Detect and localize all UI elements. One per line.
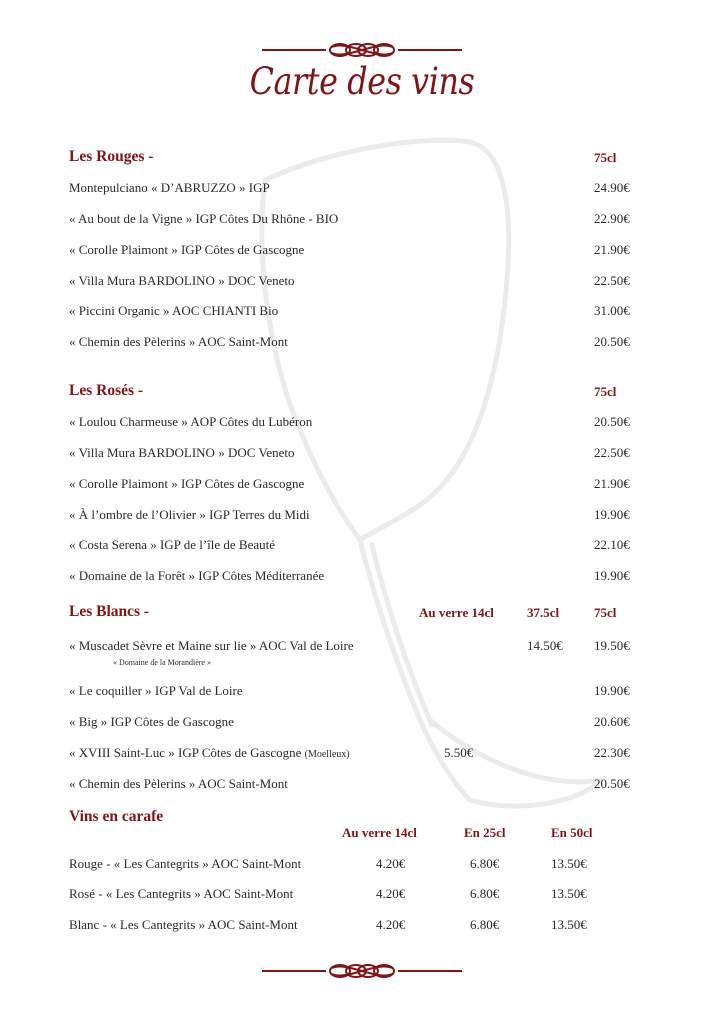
wine-item-price: 19.50€	[594, 638, 630, 653]
carafe-price-50cl: 13.50€	[551, 856, 587, 871]
column-header-75cl: 75cl	[594, 384, 617, 399]
section-title-roses: Les Rosés -	[69, 382, 144, 399]
wine-item-price: 22.90€	[594, 211, 630, 226]
bottom-ornament	[262, 961, 462, 981]
wine-item-name: « Corolle Plaimont » IGP Côtes de Gascogne	[69, 476, 305, 491]
page-title: Carte des vins	[249, 60, 475, 103]
column-header-75cl: 75cl	[594, 605, 617, 620]
section-title-carafe: Vins en carafe	[69, 808, 164, 825]
wine-item-price: 20.60€	[594, 714, 630, 729]
carafe-price-verre: 4.20€	[376, 886, 406, 901]
column-header-37-5cl: 37.5cl	[527, 605, 560, 620]
wine-item-name: Montepulciano « D’ABRUZZO » IGP	[69, 180, 270, 195]
wine-item-name: « Muscadet Sèvre et Maine sur lie » AOC Val de Loire	[69, 638, 354, 653]
wine-item-price-verre: 5.50€	[444, 745, 474, 760]
wine-item-price: 22.50€	[594, 445, 630, 460]
carafe-price-verre: 4.20€	[376, 917, 406, 932]
wine-item-price: 20.50€	[594, 334, 630, 349]
wine-item-price: 20.50€	[594, 414, 630, 429]
carafe-price-25cl: 6.80€	[470, 886, 500, 901]
wine-item-name: « Le coquiller » IGP Val de Loire	[69, 683, 243, 698]
wine-item-name: « Au bout de la Vigne » IGP Côtes Du Rhône - BIO	[69, 211, 339, 226]
carafe-item-name: Rouge - « Les Cantegrits » AOC Saint-Mont	[69, 856, 302, 871]
column-header-au-verre: Au verre 14cl	[419, 605, 494, 620]
wine-item-note: (Moelleux)	[304, 749, 350, 760]
wine-item-name: « Costa Serena » IGP de l’île de Beauté	[69, 537, 276, 552]
carafe-price-verre: 4.20€	[376, 856, 406, 871]
wine-item-price: 19.90€	[594, 683, 630, 698]
column-header-75cl: 75cl	[594, 150, 617, 165]
wine-item-price: 21.90€	[594, 242, 630, 257]
wine-item-price: 20.50€	[594, 776, 630, 791]
wine-item-name: « Loulou Charmeuse » AOP Côtes du Lubéron	[69, 414, 313, 429]
wine-item-price: 24.90€	[594, 180, 630, 195]
wine-item-price: 21.90€	[594, 476, 630, 491]
wine-item-name: « Chemin des Pèlerins » AOC Saint-Mont	[69, 334, 288, 349]
wine-item-name: « À l’ombre de l’Olivier » IGP Terres du Midi	[69, 507, 310, 522]
wine-item-price: 22.10€	[594, 537, 630, 552]
wine-item-label: « XVIII Saint-Luc » IGP Côtes de Gascogne	[69, 745, 302, 760]
wine-item-name: « Piccini Organic » AOC CHIANTI Bio	[69, 303, 279, 318]
column-header-25cl: En 25cl	[464, 825, 506, 840]
carafe-price-50cl: 13.50€	[551, 886, 587, 901]
wine-item-price-37-5cl: 14.50€	[527, 638, 563, 653]
top-ornament	[262, 40, 462, 60]
column-header-50cl: En 50cl	[551, 825, 593, 840]
wine-item-price: 31.00€	[594, 303, 630, 318]
wine-item-name: « Domaine de la Forêt » IGP Côtes Méditerranée	[69, 568, 325, 583]
wine-item-price: 19.90€	[594, 507, 630, 522]
section-title-rouges: Les Rouges -	[69, 148, 154, 165]
wine-item-name: « Big » IGP Côtes de Gascogne	[69, 714, 234, 729]
carafe-price-25cl: 6.80€	[470, 917, 500, 932]
wine-item-name: « Corolle Plaimont » IGP Côtes de Gascogne	[69, 242, 305, 257]
carafe-price-50cl: 13.50€	[551, 917, 587, 932]
column-header-au-verre: Au verre 14cl	[342, 825, 417, 840]
wine-item-name: « Villa Mura BARDOLINO » DOC Veneto	[69, 445, 295, 460]
carafe-price-25cl: 6.80€	[470, 856, 500, 871]
wine-item-name: « Chemin des Pèlerins » AOC Saint-Mont	[69, 776, 288, 791]
wine-item-producer: « Domaine de la Morandière »	[113, 658, 211, 667]
wine-item-price: 22.50€	[594, 273, 630, 288]
wine-item-price: 19.90€	[594, 568, 630, 583]
section-title-blancs: Les Blancs -	[69, 603, 150, 620]
wine-item-price: 22.30€	[594, 745, 630, 760]
wine-item-name: « Villa Mura BARDOLINO » DOC Veneto	[69, 273, 295, 288]
wine-item-name	[69, 745, 350, 761]
carafe-item-name: Blanc - « Les Cantegrits » AOC Saint-Mont	[69, 917, 298, 932]
carafe-item-name: Rosé - « Les Cantegrits » AOC Saint-Mont	[69, 886, 294, 901]
